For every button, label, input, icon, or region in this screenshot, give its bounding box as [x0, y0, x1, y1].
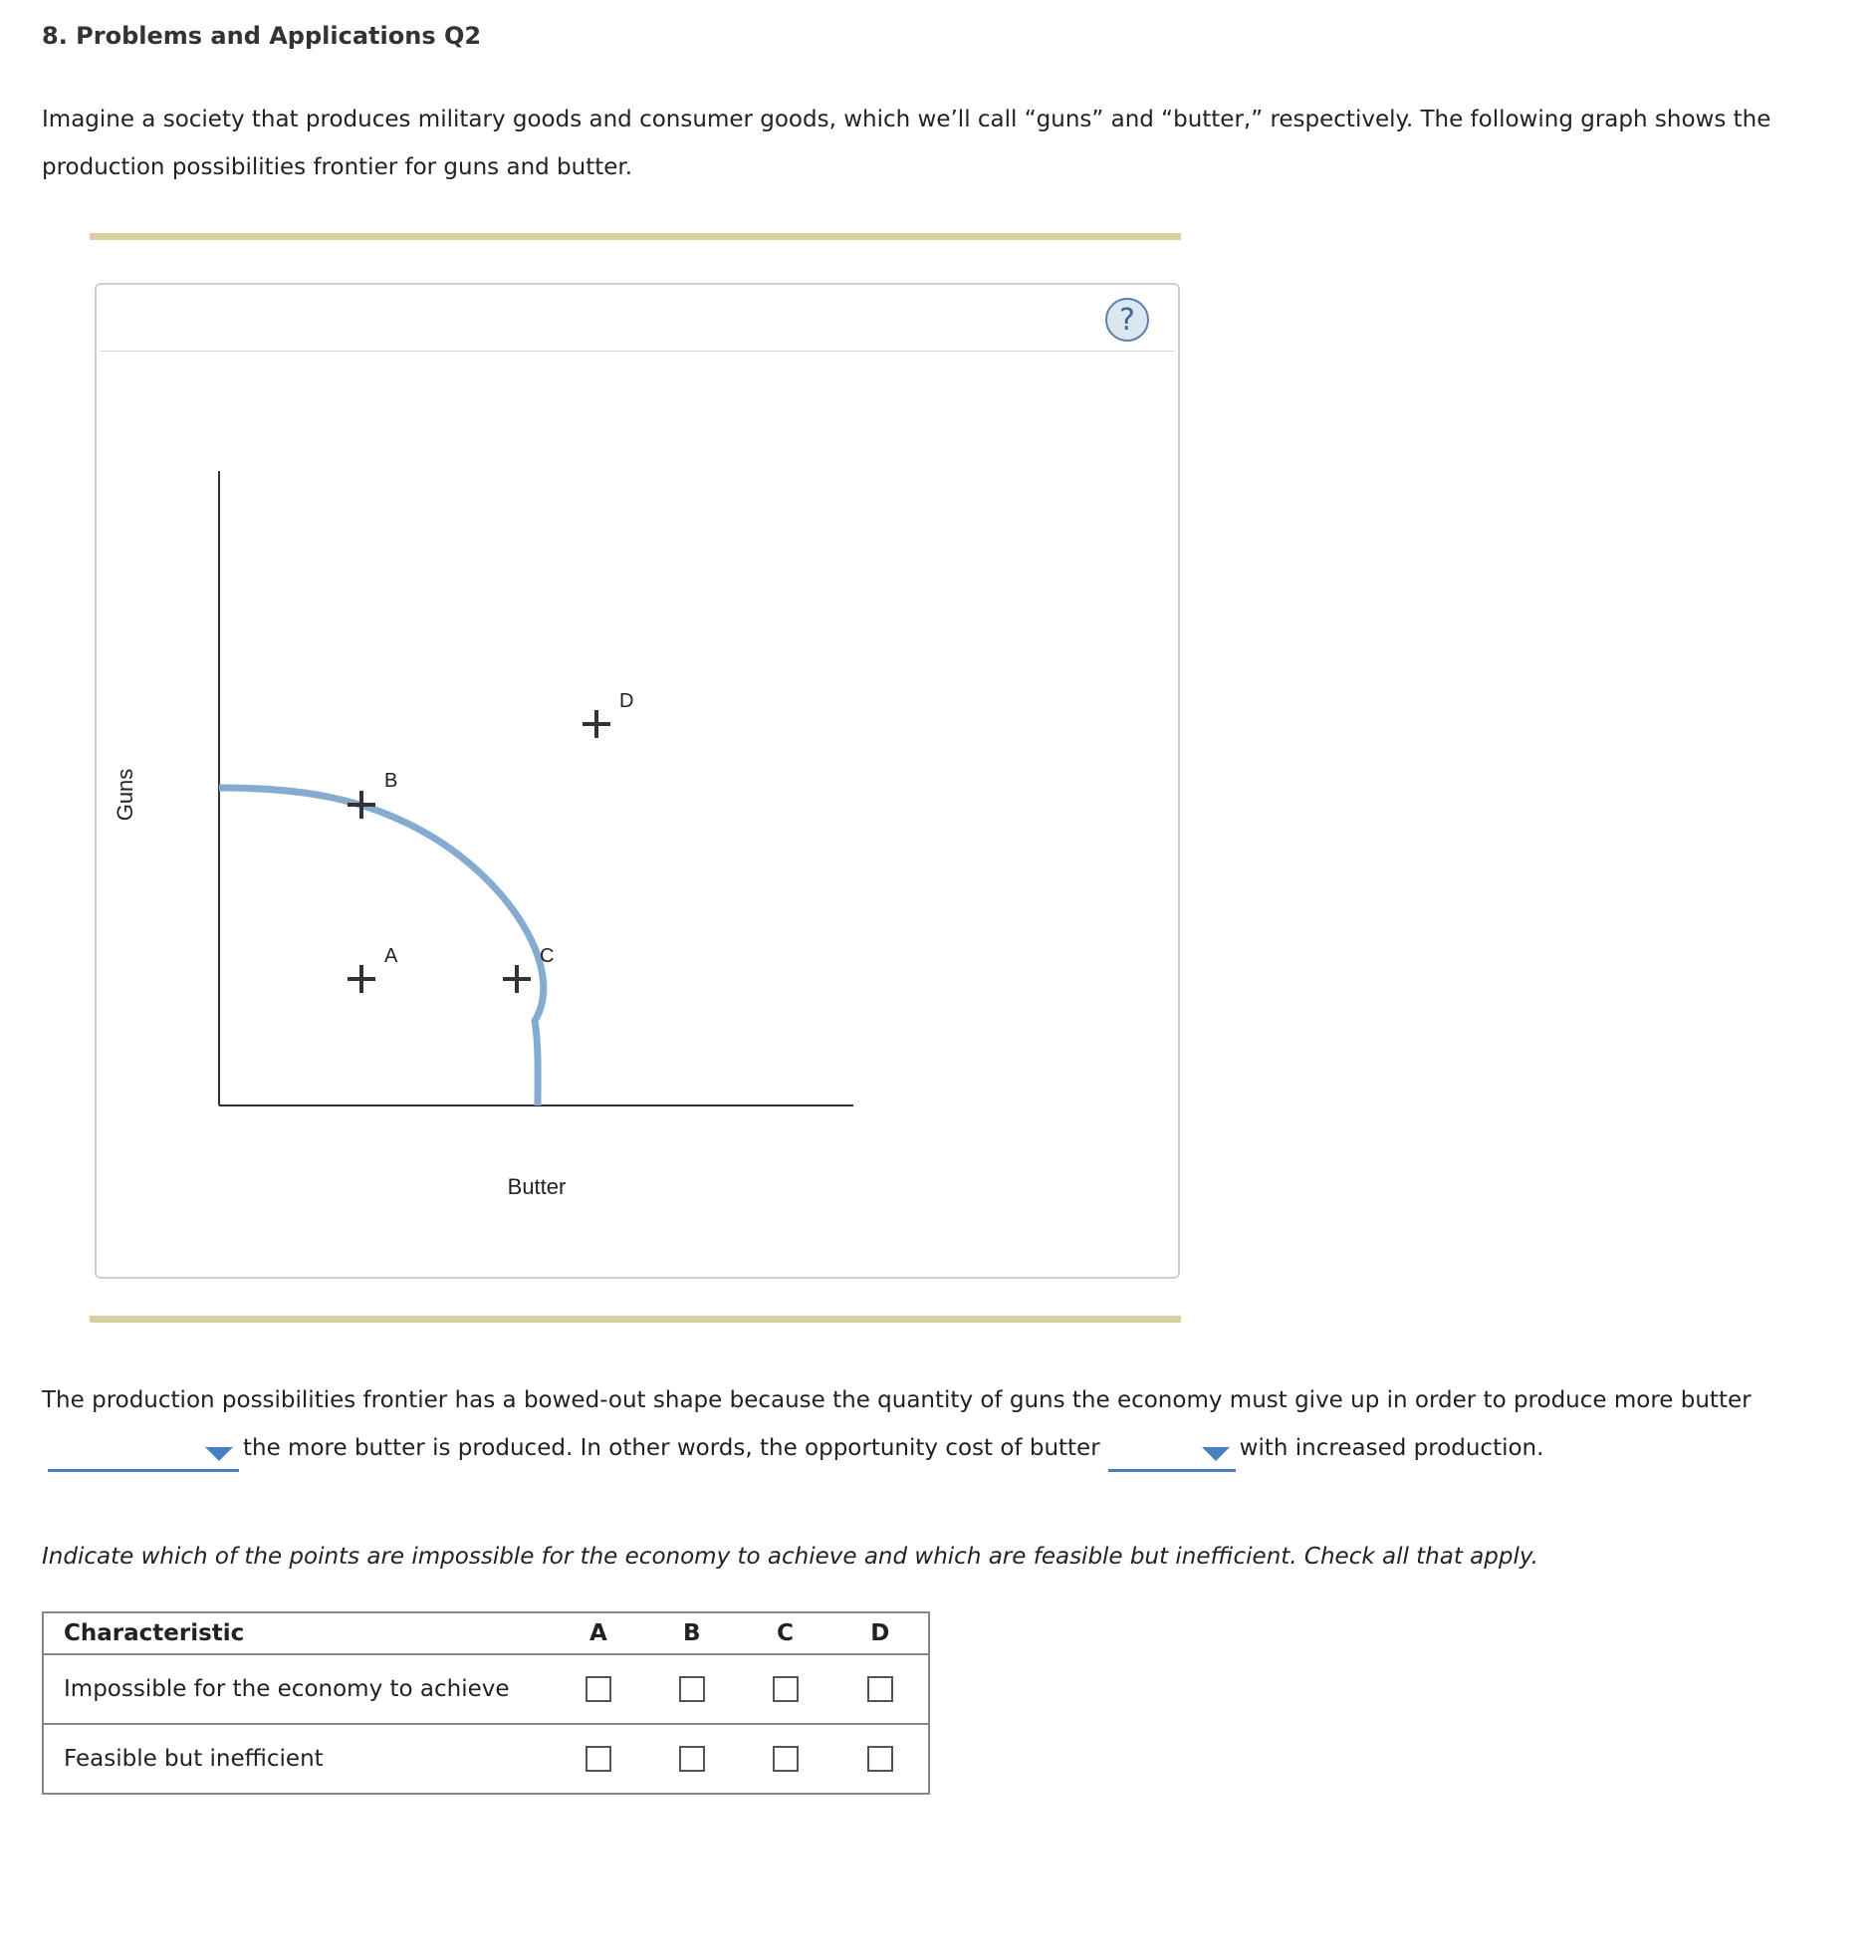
- row-label-impossible: Impossible for the economy to achieve: [43, 1654, 552, 1724]
- question-intro: Imagine a society that produces military goods and consumer goods, which we’ll call “guns” and “butter,” respectively. The following graph shows the production possibilities frontier for guns and butter.: [42, 107, 1771, 180]
- table-row: [43, 1724, 929, 1794]
- point-d-marker: [583, 710, 610, 738]
- paragraph-part-2: the more butter is produced. In other words, the opportunity cost of butter: [243, 1435, 1100, 1461]
- question-paragraph: [42, 1376, 1864, 1472]
- column-header-a: A: [552, 1612, 645, 1654]
- paragraph-part-3: with increased production.: [1239, 1435, 1544, 1461]
- help-button[interactable]: ?: [1105, 298, 1149, 342]
- graph-panel: [95, 283, 1180, 1279]
- impossible-a-checkbox[interactable]: [586, 1676, 611, 1702]
- impossible-d-checkbox[interactable]: [867, 1676, 893, 1702]
- point-a-label: A: [384, 945, 398, 967]
- point-c-label: C: [540, 945, 555, 967]
- shape-reason-dropdown[interactable]: [48, 1431, 239, 1472]
- opportunity-cost-dropdown[interactable]: [1108, 1431, 1236, 1472]
- y-axis-label: Guns: [113, 768, 137, 822]
- row-label-feasible-inefficient: Feasible but inefficient: [64, 1746, 324, 1772]
- point-d-label: D: [619, 690, 634, 712]
- x-axis-label: Butter: [507, 1174, 567, 1199]
- inefficient-b-checkbox[interactable]: [679, 1746, 705, 1772]
- inefficient-c-checkbox[interactable]: [773, 1746, 799, 1772]
- impossible-c-checkbox[interactable]: [773, 1676, 799, 1702]
- table-row: [43, 1654, 929, 1724]
- question-title: 8. Problems and Applications Q2: [42, 22, 482, 50]
- chevron-down-icon: [1202, 1447, 1230, 1461]
- inefficient-d-checkbox[interactable]: [867, 1746, 893, 1772]
- ppf-graph: [97, 285, 1178, 1277]
- point-b-marker: [348, 791, 375, 819]
- top-divider: [90, 233, 1181, 240]
- column-header-b: B: [645, 1612, 739, 1654]
- bottom-divider: [90, 1316, 1181, 1323]
- chevron-down-icon: [205, 1447, 233, 1461]
- inefficient-a-checkbox[interactable]: [586, 1746, 611, 1772]
- column-header-characteristic: Characteristic: [43, 1612, 552, 1654]
- point-a-marker: [348, 965, 375, 993]
- column-header-c: C: [739, 1612, 832, 1654]
- column-header-d: D: [832, 1612, 929, 1654]
- instructions: Indicate which of the points are impossible for the economy to achieve and which are feasible but inefficient. Check all that apply.: [42, 1544, 1538, 1570]
- paragraph-part-1: The production possibilities frontier has a bowed-out shape because the quantity of guns the economy must give up in order to produce more butter: [42, 1387, 1752, 1413]
- point-b-label: B: [384, 770, 398, 792]
- impossible-b-checkbox[interactable]: [679, 1676, 705, 1702]
- production-possibilities-frontier: [219, 788, 544, 1105]
- table-header: [43, 1612, 929, 1654]
- point-c-marker: [503, 965, 531, 993]
- points-table: [42, 1611, 930, 1795]
